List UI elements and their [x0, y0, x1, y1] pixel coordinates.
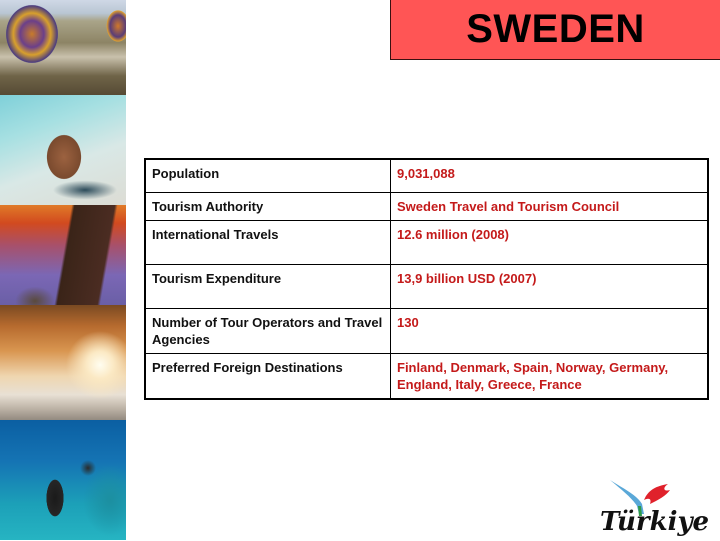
row-value: 12.6 million (2008) [391, 221, 709, 265]
row-value: 9,031,088 [391, 159, 709, 193]
table-row [145, 221, 708, 265]
photo-strip [0, 0, 126, 540]
turkiye-logo [592, 470, 716, 536]
slide-title-banner [390, 0, 720, 60]
row-value: 13,9 billion USD (2007) [391, 265, 709, 309]
scuba-divers-photo [0, 420, 126, 540]
svg-text:Türkiye: Türkiye [600, 507, 710, 536]
table-row [145, 159, 708, 193]
sunrise-shore-photo [0, 305, 126, 420]
rock-formations-sunset-photo [0, 205, 126, 305]
table-row [145, 354, 708, 400]
row-value: 130 [391, 309, 709, 354]
table-row [145, 309, 708, 354]
row-value: Sweden Travel and Tourism Council [391, 193, 709, 221]
tulip-logo-icon [592, 470, 716, 536]
hot-air-balloons-photo [0, 0, 126, 95]
row-label: Number of Tour Operators and Travel Agencies [145, 309, 391, 354]
row-label: Tourism Expenditure [145, 265, 391, 309]
row-label: Population [145, 159, 391, 193]
table-row [145, 193, 708, 221]
table-row [145, 265, 708, 309]
slide-title: SWEDEN [466, 7, 645, 51]
beach-sunbather-photo [0, 95, 126, 205]
row-label: International Travels [145, 221, 391, 265]
country-info-table [144, 158, 709, 400]
row-value: Finland, Denmark, Spain, Norway, Germany, England, Italy, Greece, France [391, 354, 709, 400]
row-label: Preferred Foreign Destinations [145, 354, 391, 400]
row-label: Tourism Authority [145, 193, 391, 221]
